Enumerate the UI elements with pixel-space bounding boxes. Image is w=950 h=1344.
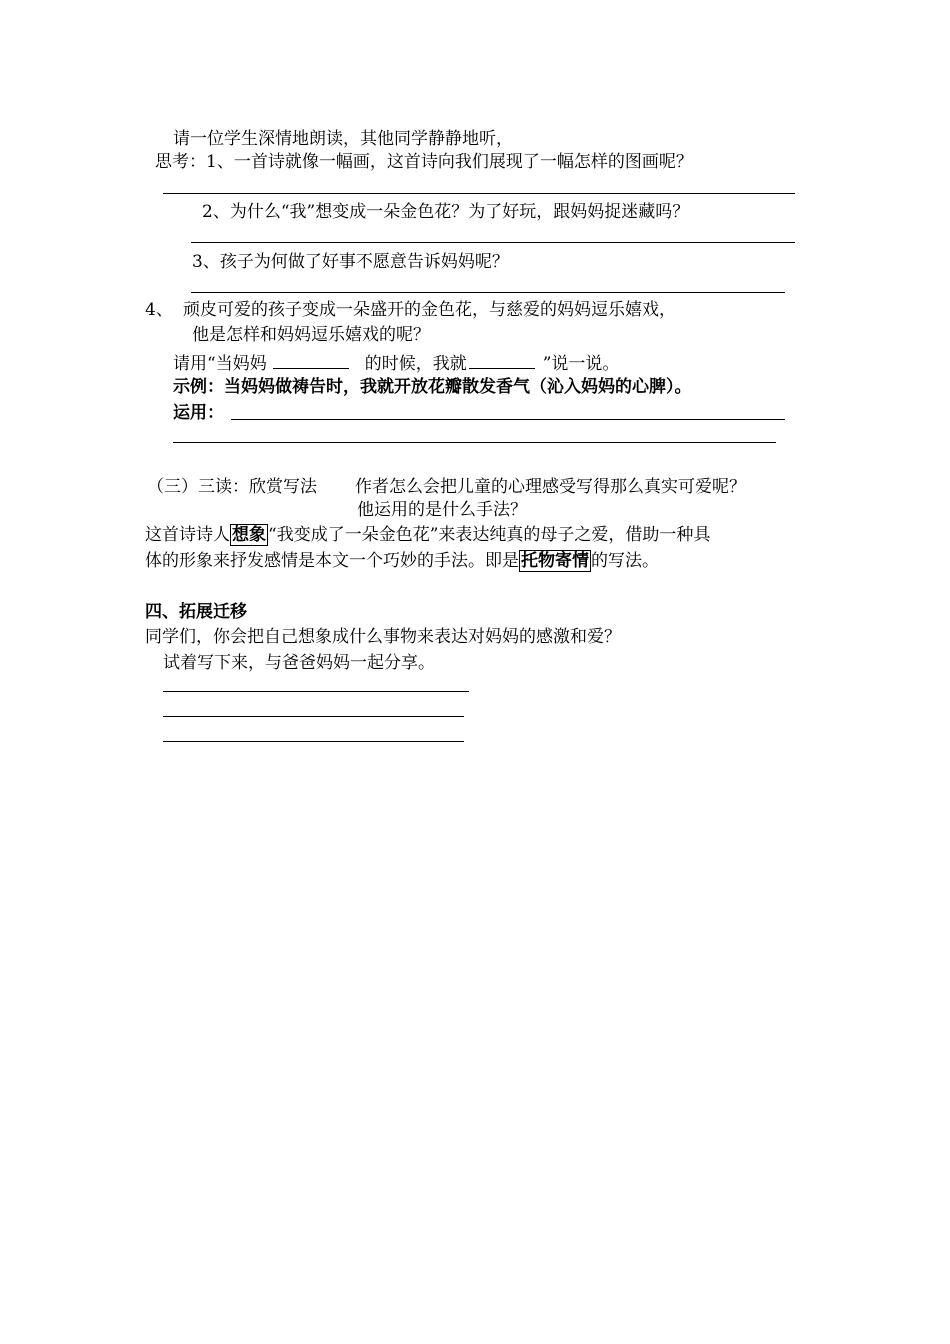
boxed-term-technique: 托物寄情 xyxy=(521,551,589,571)
prompt-part-a: 请用“当妈妈 xyxy=(173,354,267,374)
answer-line-q2[interactable] xyxy=(191,242,795,243)
technique-paragraph-line-2: 体的形象来抒发感情是本文一个巧妙的手法。即是 托物寄情 的写法。 xyxy=(145,551,659,571)
writing-line-3[interactable] xyxy=(163,741,464,742)
section-3-question-line-1: 作者怎么会把儿童的心理感受写得那么真实可爱呢？ xyxy=(355,477,746,497)
question-1: 思考：1、一首诗就像一幅画，这首诗向我们展现了一幅怎样的图画呢？ xyxy=(155,152,693,172)
question-4-line-1: 顽皮可爱的孩子变成一朵盛开的金色花，与慈爱的妈妈逗乐嬉戏， xyxy=(183,300,676,320)
writing-line-1[interactable] xyxy=(163,691,469,692)
blank-i-would[interactable] xyxy=(469,350,535,369)
question-4-number: 4、 xyxy=(145,300,173,320)
reading-instruction: 请一位学生深情地朗读，其他同学静静地听， xyxy=(173,129,513,149)
answer-line-q3[interactable] xyxy=(191,292,785,293)
apply-answer-line-1[interactable] xyxy=(231,419,785,420)
section-4-instruction: 试着写下来，与爸爸妈妈一起分享。 xyxy=(163,653,435,673)
prompt-part-b: 的时候，我就 xyxy=(364,354,467,374)
section-4-question: 同学们，你会把自己想象成什么事物来表达对妈妈的感激和爱？ xyxy=(145,627,621,647)
technique-paragraph-line-1: 这首诗诗人 想象 “我变成了一朵金色花”来表达纯真的母子之爱，借助一种具 xyxy=(145,525,711,545)
blank-when-mother[interactable] xyxy=(273,350,349,369)
prompt-part-c: ”说一说。 xyxy=(542,354,620,374)
fill-in-prompt xyxy=(173,350,619,375)
section-3-question-line-2: 他运用的是什么手法？ xyxy=(357,500,527,520)
example-sentence: 示例：当妈妈做祷告时，我就开放花瓣散发香气（沁入妈妈的心脾）。 xyxy=(173,377,692,397)
apply-label: 运用： xyxy=(173,403,224,423)
section-3-heading: （三）三读：欣赏写法 xyxy=(147,477,317,497)
question-2: 2、为什么“我”想变成一朵金色花？为了好玩，跟妈妈捉迷藏吗？ xyxy=(202,202,690,222)
apply-answer-line-2[interactable] xyxy=(173,442,776,443)
boxed-term-imagination: 想象 xyxy=(232,525,266,545)
question-3: 3、孩子为何做了好事不愿意告诉妈妈呢？ xyxy=(192,252,509,272)
section-4-heading: 四、拓展迁移 xyxy=(145,602,247,622)
question-4-line-2: 他是怎样和妈妈逗乐嬉戏的呢？ xyxy=(192,325,430,345)
answer-line-q1[interactable] xyxy=(163,193,795,194)
writing-line-2[interactable] xyxy=(163,716,464,717)
